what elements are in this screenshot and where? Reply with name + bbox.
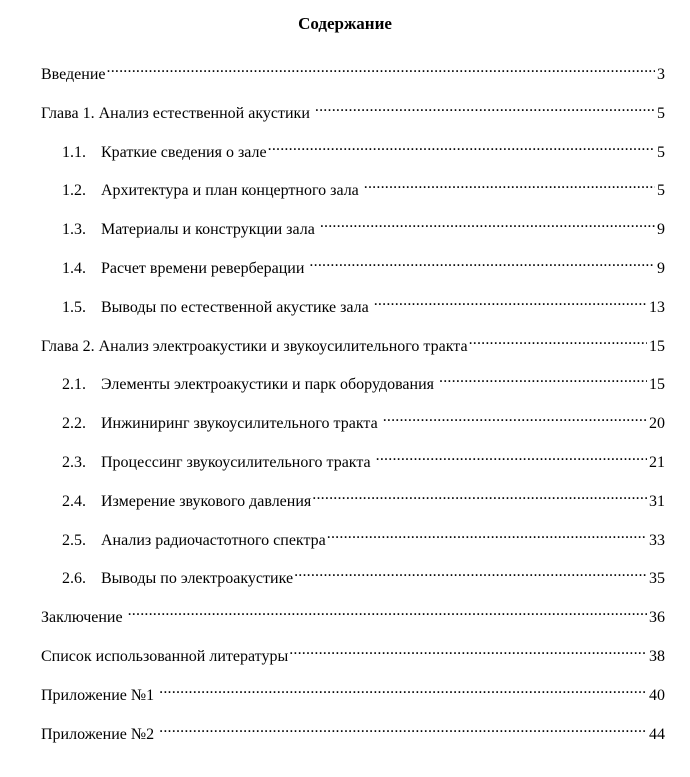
toc-entry-number: 2.4. (62, 492, 86, 510)
toc-entry-label: Архитектура и план концертного зала (101, 182, 363, 200)
toc-entry-page: 36 (649, 609, 665, 627)
leader-dots (158, 678, 647, 700)
toc-title: Содержание (298, 14, 392, 33)
toc-entry[interactable] (41, 523, 665, 562)
toc-entry-label: Измерение звукового давления (101, 492, 312, 510)
toc-entry-page: 33 (649, 531, 665, 549)
toc-entry-number: 2.5. (62, 531, 86, 549)
toc-entry-page: 31 (649, 492, 665, 510)
toc-entry[interactable] (41, 561, 665, 600)
toc-entry-label: Расчет времени реверберации (101, 259, 309, 277)
toc-entry-number: 1.5. (62, 298, 86, 316)
toc-entry[interactable] (41, 678, 665, 717)
leader-dots (308, 251, 655, 273)
toc-entry-label: Краткие сведения о зале (101, 143, 267, 161)
toc-entry-label: Список использованной литературы (41, 647, 289, 665)
leader-dots (311, 484, 647, 506)
toc-entry-label: Выводы по электроакустике (101, 570, 294, 588)
toc-entry-number: 1.2. (62, 182, 86, 200)
leader-dots (438, 367, 647, 389)
leader-dots (267, 135, 655, 157)
toc-entry-label: Приложение №1 (41, 686, 159, 704)
toc-entry-label: Материалы и конструкции зала (101, 221, 319, 239)
toc-entry[interactable] (41, 290, 665, 329)
leader-dots (293, 561, 647, 583)
toc-entry-page: 9 (657, 259, 665, 277)
toc-entry[interactable] (41, 600, 665, 639)
toc-entry[interactable] (41, 445, 665, 484)
toc-entry-label: Анализ радиочастотного спектра (101, 531, 326, 549)
toc-entry-page: 15 (649, 337, 665, 355)
toc-entry-page: 20 (649, 415, 665, 433)
toc-entry[interactable] (41, 135, 665, 174)
leader-dots (158, 717, 647, 739)
toc-entry-page: 13 (649, 298, 665, 316)
toc-entry-page: 35 (649, 570, 665, 588)
toc-entry[interactable] (41, 639, 665, 678)
toc-entry[interactable] (41, 212, 665, 251)
toc-entry-page: 5 (657, 104, 665, 122)
toc-entry-label: Введение (41, 66, 106, 83)
toc-entry-number: 1.1. (62, 143, 86, 161)
toc-entry[interactable] (41, 173, 665, 212)
toc-entry-page: 5 (657, 182, 665, 200)
toc-entry-page: 5 (657, 143, 665, 161)
toc-entry-page: 3 (657, 66, 665, 83)
leader-dots (326, 523, 647, 545)
leader-dots (106, 57, 656, 79)
toc-entry-label: Глава 2. Анализ электроакустики и звукоусилительного тракта (41, 337, 468, 355)
toc-entry-number: 1.4. (62, 259, 86, 277)
leader-dots (127, 600, 647, 622)
toc-entry-page: 40 (649, 686, 665, 704)
toc-entry-label: Приложение №2 (41, 725, 159, 743)
leader-dots (468, 329, 647, 351)
toc-entry-number: 2.6. (62, 570, 86, 588)
toc-entry-page: 21 (649, 453, 665, 471)
leader-dots (382, 406, 647, 428)
toc-entry-label: Глава 1. Анализ естественной акустики (41, 104, 314, 122)
toc-entry[interactable] (41, 717, 665, 756)
toc-entry[interactable] (41, 406, 665, 445)
toc-entry-page: 44 (649, 725, 665, 743)
table-of-contents (41, 57, 665, 755)
toc-entry-label: Выводы по естественной акустике зала (101, 298, 373, 316)
toc-entry[interactable] (41, 57, 665, 96)
leader-dots (363, 173, 655, 195)
toc-entry-page: 15 (649, 376, 665, 394)
toc-entry-label: Элементы электроакустики и парк оборудования (101, 376, 439, 394)
toc-entry-number: 2.2. (62, 415, 86, 433)
toc-entry-label: Инжиниринг звукоусилительного тракта (101, 415, 382, 433)
leader-dots (288, 639, 647, 661)
toc-entry-page: 38 (649, 647, 665, 665)
toc-entry[interactable] (41, 367, 665, 406)
toc-entry-label: Процессинг звукоусилительного тракта (101, 453, 375, 471)
toc-entry-number: 2.3. (62, 453, 86, 471)
toc-entry-page: 9 (657, 221, 665, 239)
leader-dots (375, 445, 647, 467)
toc-entry-label: Заключение (41, 609, 127, 627)
toc-entry-number: 2.1. (62, 376, 86, 394)
leader-dots (319, 212, 655, 234)
toc-entry[interactable] (41, 251, 665, 290)
leader-dots (314, 96, 655, 118)
toc-entry-number: 1.3. (62, 221, 86, 239)
toc-entry[interactable] (41, 96, 665, 135)
toc-entry[interactable] (41, 329, 665, 368)
leader-dots (373, 290, 647, 312)
toc-entry[interactable] (41, 484, 665, 523)
